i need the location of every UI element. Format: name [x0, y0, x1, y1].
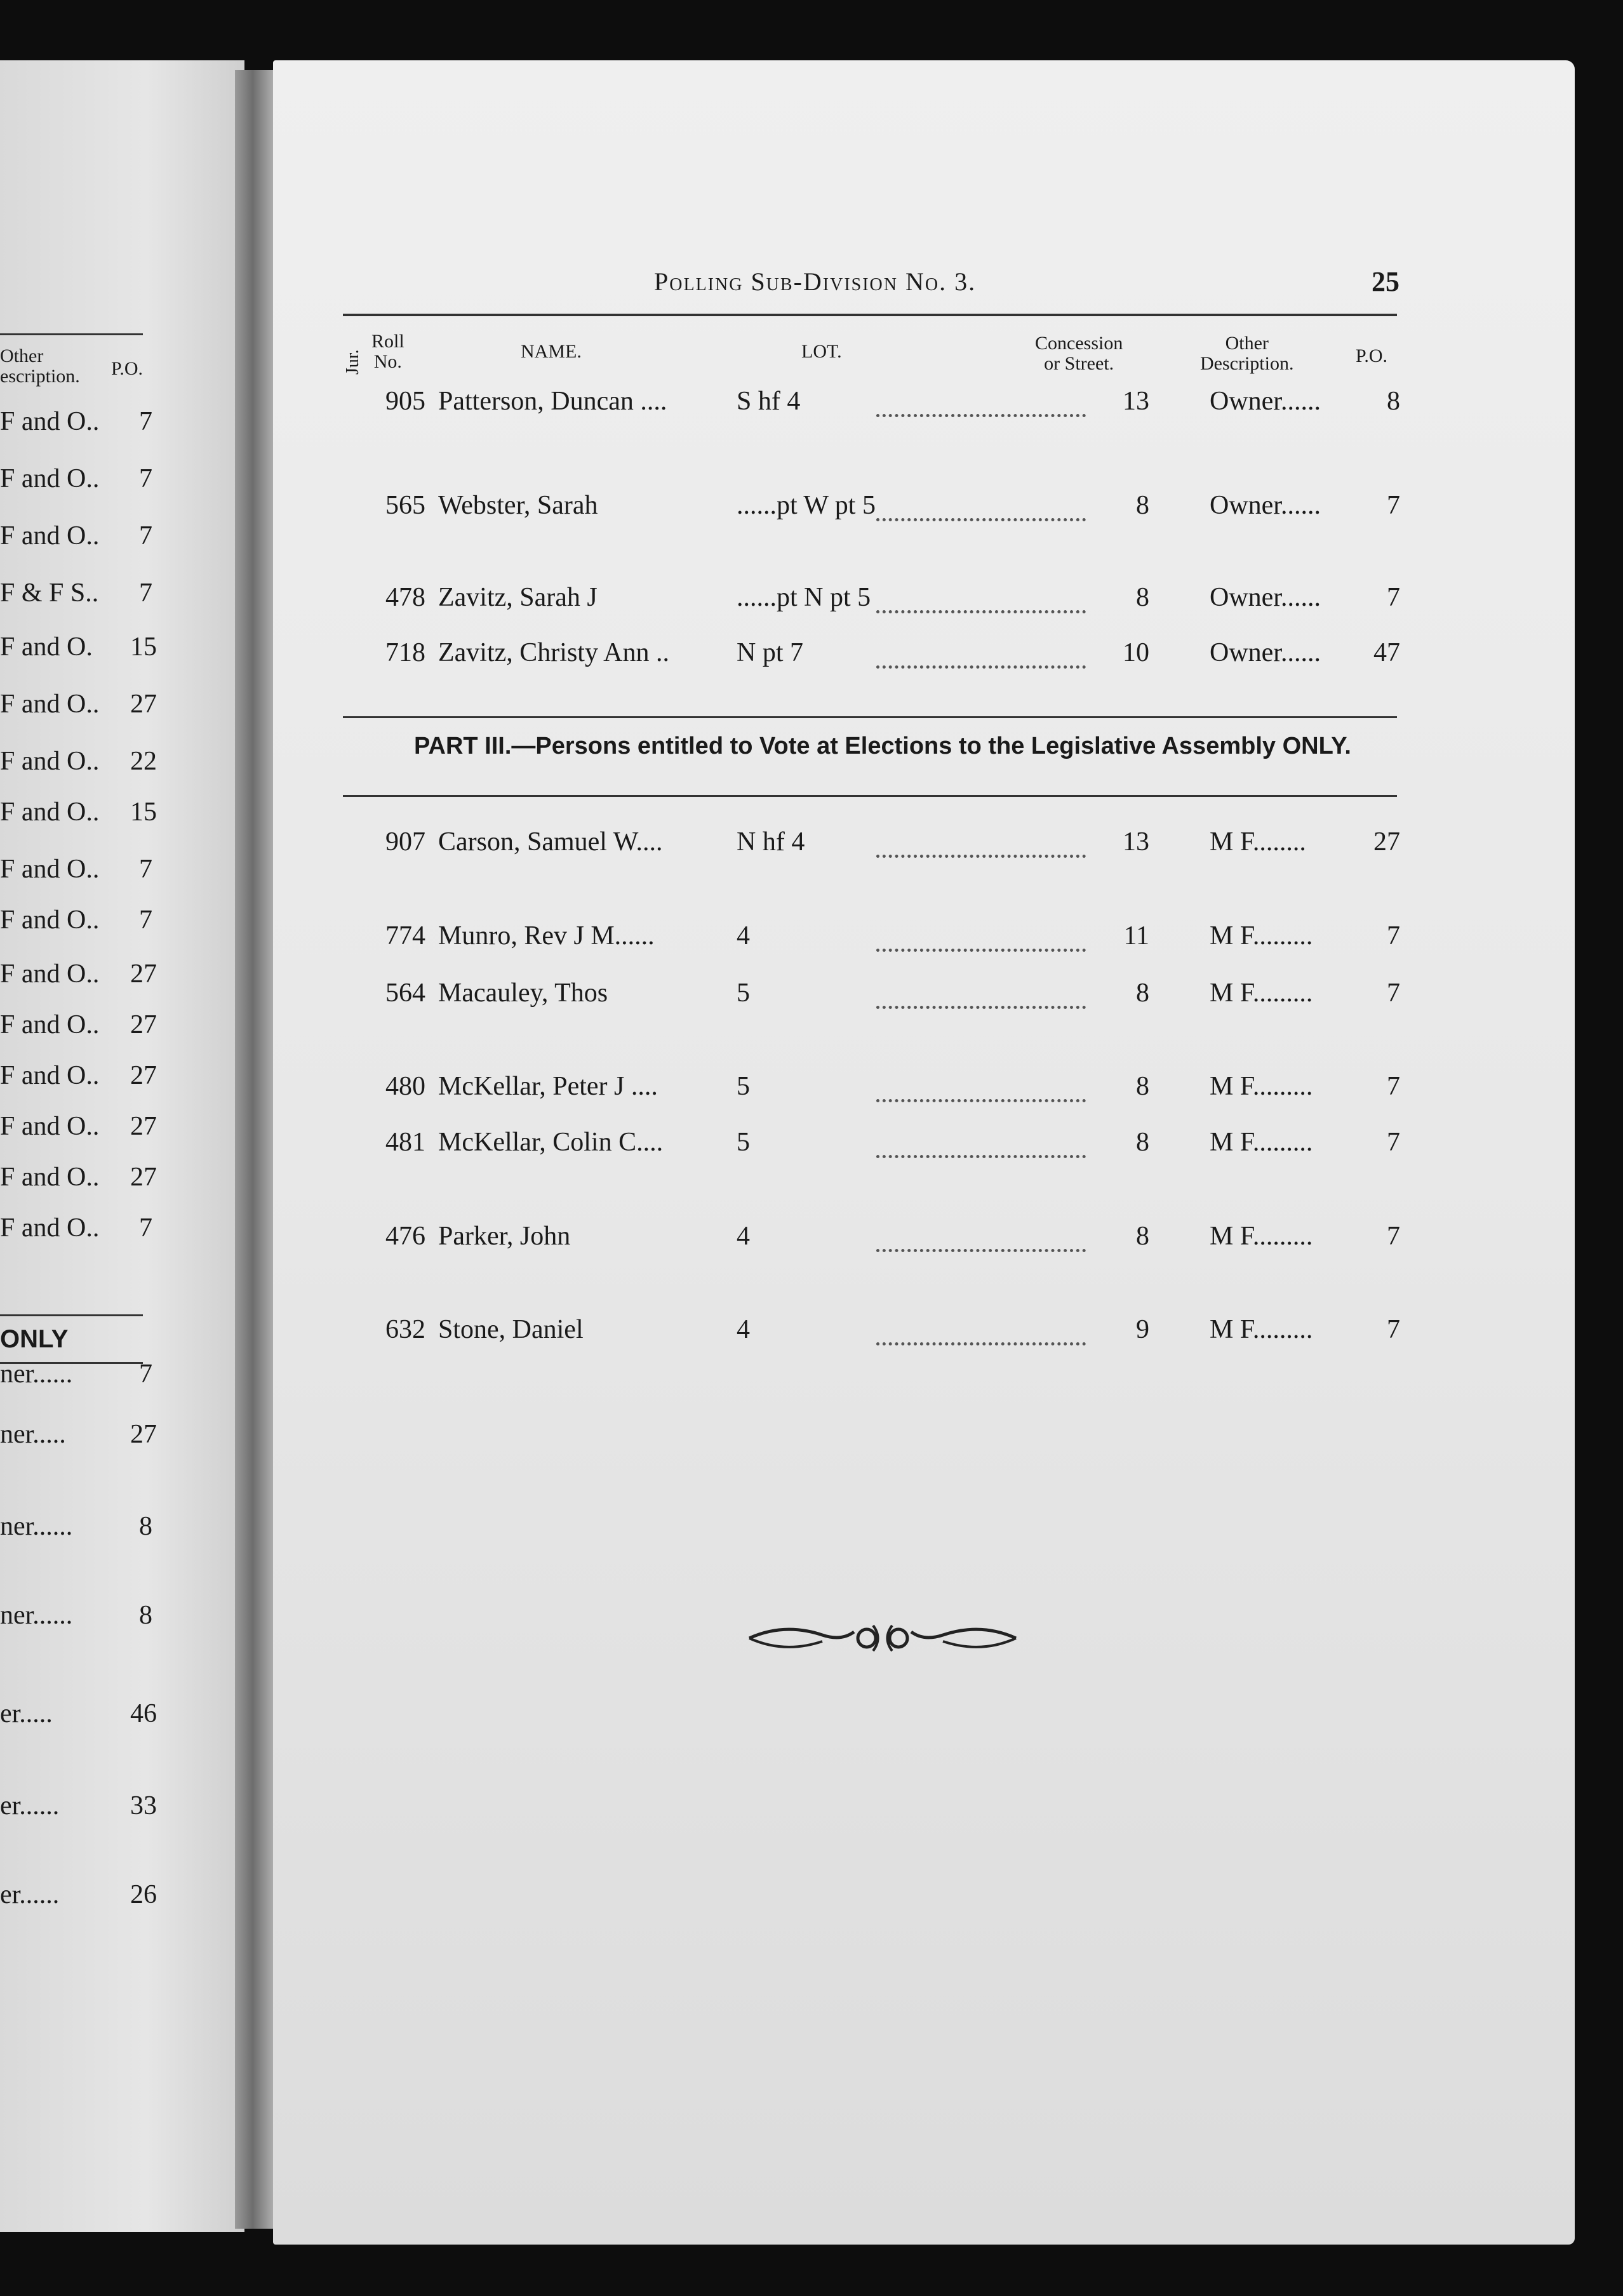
post-office: 7 — [1387, 1315, 1400, 1344]
concession: 11 — [1123, 921, 1149, 951]
left-row-description: F and O.. — [0, 1213, 100, 1243]
other-description: M F......... — [1210, 921, 1313, 951]
roll-number: 564 — [385, 978, 425, 1008]
other-description: M F........ — [1210, 827, 1306, 857]
leader-dots — [876, 1003, 1086, 1009]
col-jur: Jur. — [343, 349, 363, 375]
left-row-po: 27 — [130, 959, 157, 989]
left-row-po: 7 — [139, 1213, 152, 1243]
table-row — [0, 386, 1623, 424]
left-row-description: ner...... — [0, 1359, 73, 1389]
concession: 8 — [1136, 491, 1149, 520]
left-row-po: 33 — [130, 1791, 157, 1820]
voter-name: Parker, John — [438, 1222, 571, 1251]
left-row-po: 8 — [139, 1601, 152, 1630]
table-row — [0, 1314, 1623, 1352]
table-row — [0, 490, 1623, 528]
roll-number: 907 — [385, 827, 425, 857]
left-row-po: 7 — [139, 905, 152, 935]
left-row-po: 15 — [130, 632, 157, 662]
left-row-description: F and O.. — [0, 1061, 100, 1090]
left-row-po: 46 — [130, 1699, 157, 1728]
left-row-description: F and O.. — [0, 905, 100, 935]
post-office: 27 — [1373, 827, 1400, 857]
table-row — [0, 1071, 1623, 1109]
col-po: P.O. — [1356, 345, 1388, 366]
voter-name: Macauley, Thos — [438, 978, 608, 1008]
col-concession: Concession or Street. — [1035, 333, 1123, 374]
lot: 5 — [737, 1072, 750, 1101]
lot: ......pt W pt 5 — [737, 491, 876, 520]
part3-rule-top — [343, 716, 1397, 718]
ornament-flourish — [746, 1616, 1019, 1660]
left-row-po: 27 — [130, 1112, 157, 1141]
concession: 9 — [1136, 1315, 1149, 1344]
left-row-description: F and O.. — [0, 959, 100, 989]
table-row — [0, 637, 1623, 676]
post-office: 7 — [1387, 1128, 1400, 1157]
voter-name: Stone, Daniel — [438, 1315, 584, 1344]
concession: 10 — [1123, 638, 1149, 667]
post-office: 7 — [1387, 1072, 1400, 1101]
left-col-other-description: Other escription. — [0, 345, 80, 387]
roll-number: 565 — [385, 491, 425, 520]
left-row-po: 27 — [130, 1163, 157, 1192]
table-row — [0, 978, 1623, 1016]
left-row-description: ner...... — [0, 1601, 73, 1630]
post-office: 7 — [1387, 1222, 1400, 1251]
left-row-po: 7 — [139, 578, 152, 608]
roll-number: 476 — [385, 1222, 425, 1251]
left-row-po: 27 — [130, 690, 157, 719]
lot: 5 — [737, 1128, 750, 1157]
roll-number: 905 — [385, 387, 425, 416]
left-row-description: F and O.. — [0, 855, 100, 884]
leader-dots — [876, 1246, 1086, 1252]
roll-number: 478 — [385, 583, 425, 612]
col-name: NAME. — [521, 341, 582, 362]
lot: ......pt N pt 5 — [737, 583, 871, 612]
left-row-description: F & F S.. — [0, 578, 99, 608]
concession: 8 — [1136, 1072, 1149, 1101]
voter-name: Munro, Rev J M...... — [438, 921, 655, 951]
left-only-label: ONLY — [0, 1325, 69, 1353]
lot: N pt 7 — [737, 638, 803, 667]
post-office: 7 — [1387, 921, 1400, 951]
post-office: 7 — [1387, 491, 1400, 520]
left-row-po: 27 — [130, 1061, 157, 1090]
voter-name: Patterson, Duncan .... — [438, 387, 667, 416]
left-row-po: 7 — [139, 521, 152, 551]
lot: N hf 4 — [737, 827, 805, 857]
left-row-description: F and O. — [0, 632, 93, 662]
left-row-description: er..... — [0, 1699, 53, 1728]
left-row-po: 7 — [139, 464, 152, 493]
leader-dots — [876, 946, 1086, 952]
left-row-po: 27 — [130, 1420, 157, 1449]
leader-dots — [876, 608, 1086, 613]
left-row-description: F and O.. — [0, 690, 100, 719]
left-row-description: F and O.. — [0, 464, 100, 493]
concession: 8 — [1136, 583, 1149, 612]
leader-dots — [876, 1340, 1086, 1345]
voter-name: McKellar, Colin C.... — [438, 1128, 664, 1157]
leader-dots — [876, 1097, 1086, 1102]
left-row-description: ner..... — [0, 1420, 66, 1449]
leader-dots — [876, 852, 1086, 858]
left-row-description: er...... — [0, 1880, 60, 1909]
concession: 13 — [1123, 387, 1149, 416]
voter-name: Webster, Sarah — [438, 491, 598, 520]
left-row-description: F and O.. — [0, 407, 100, 436]
other-description: M F......... — [1210, 1072, 1313, 1101]
post-office: 7 — [1387, 583, 1400, 612]
table-row — [0, 827, 1623, 865]
other-description: M F......... — [1210, 1315, 1313, 1344]
lot: S hf 4 — [737, 387, 801, 416]
col-roll-no: Roll No. — [371, 331, 404, 372]
voter-name: Zavitz, Christy Ann .. — [438, 638, 669, 667]
col-other-description: Other Description. — [1200, 333, 1294, 374]
leader-dots — [876, 516, 1086, 521]
left-row-po: 7 — [139, 1359, 152, 1389]
voter-name: Carson, Samuel W.... — [438, 827, 663, 857]
table-row — [0, 1127, 1623, 1165]
left-header-rule — [0, 333, 143, 335]
running-head: Polling Sub-Division No. 3. — [654, 267, 977, 296]
left-row-po: 7 — [139, 407, 152, 436]
voter-name: Zavitz, Sarah J — [438, 583, 598, 612]
other-description: M F......... — [1210, 978, 1313, 1008]
lot: 4 — [737, 1315, 750, 1344]
header-rule — [343, 314, 1397, 316]
concession: 13 — [1123, 827, 1149, 857]
roll-number: 774 — [385, 921, 425, 951]
other-description: Owner...... — [1210, 638, 1321, 667]
voter-name: McKellar, Peter J .... — [438, 1072, 658, 1101]
left-row-description: F and O.. — [0, 1010, 100, 1039]
lot: 4 — [737, 921, 750, 951]
post-office: 47 — [1373, 638, 1400, 667]
concession: 8 — [1136, 1222, 1149, 1251]
left-row-description: F and O.. — [0, 1163, 100, 1192]
left-col-po: P.O. — [111, 358, 144, 379]
other-description: Owner...... — [1210, 491, 1321, 520]
leader-dots — [876, 663, 1086, 669]
left-row-description: F and O.. — [0, 798, 100, 827]
left-row-po: 15 — [130, 798, 157, 827]
left-row-po: 26 — [130, 1880, 157, 1909]
leader-dots — [876, 411, 1086, 417]
col-lot: LOT. — [801, 341, 842, 362]
table-row — [0, 921, 1623, 959]
lot: 4 — [737, 1222, 750, 1251]
left-row-description: er...... — [0, 1791, 60, 1820]
post-office: 7 — [1387, 978, 1400, 1008]
lot: 5 — [737, 978, 750, 1008]
part3-title: PART III.—Persons entitled to Vote at Elections to the Legislative Assembly ONLY. — [413, 733, 1351, 759]
left-row-po: 7 — [139, 855, 152, 884]
concession: 8 — [1136, 978, 1149, 1008]
other-description: M F......... — [1210, 1222, 1313, 1251]
other-description: Owner...... — [1210, 387, 1321, 416]
part3-rule-bottom — [343, 795, 1397, 797]
roll-number: 632 — [385, 1315, 425, 1344]
post-office: 8 — [1387, 387, 1400, 416]
roll-number: 481 — [385, 1128, 425, 1157]
left-row-description: ner...... — [0, 1512, 73, 1541]
concession: 8 — [1136, 1128, 1149, 1157]
table-row — [0, 1221, 1623, 1259]
page-number: 25 — [1372, 266, 1399, 297]
left-row-description: F and O.. — [0, 1112, 100, 1141]
roll-number: 480 — [385, 1072, 425, 1101]
left-row-po: 22 — [130, 747, 157, 776]
left-row-description: F and O.. — [0, 521, 100, 551]
leader-dots — [876, 1152, 1086, 1158]
left-row-po: 8 — [139, 1512, 152, 1541]
table-row — [0, 582, 1623, 620]
left-row-description: F and O.. — [0, 747, 100, 776]
roll-number: 718 — [385, 638, 425, 667]
other-description: M F......... — [1210, 1128, 1313, 1157]
other-description: Owner...... — [1210, 583, 1321, 612]
left-row-po: 27 — [130, 1010, 157, 1039]
